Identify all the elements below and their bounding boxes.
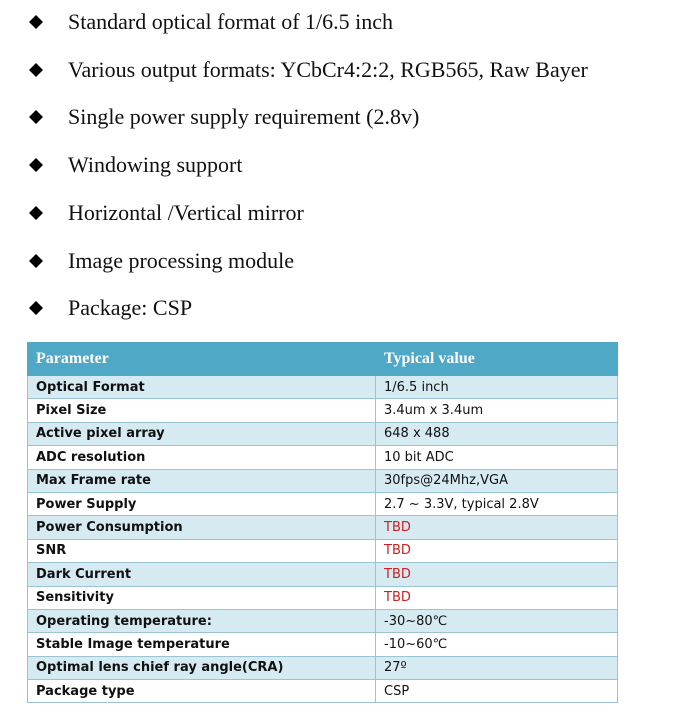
param-value: 1/6.5 inch [376, 376, 618, 399]
table-row [28, 539, 618, 562]
feature-item [0, 293, 685, 323]
param-name: Pixel Size [28, 399, 376, 422]
param-value: CSP [376, 680, 618, 703]
feature-item [0, 55, 685, 85]
table-row [28, 680, 618, 703]
table-row [28, 446, 618, 469]
diamond-bullet-icon [29, 63, 43, 77]
table-row [28, 516, 618, 539]
param-value: 27º [376, 656, 618, 679]
feature-text: Package: CSP [68, 295, 193, 320]
param-value: 30fps@24Mhz,VGA [376, 469, 618, 492]
param-name: Optimal lens chief ray angle(CRA) [28, 656, 376, 679]
param-name: ADC resolution [28, 446, 376, 469]
param-value-tbd: TBD [376, 563, 618, 586]
param-name: Stable Image temperature [28, 633, 376, 656]
table-row [28, 609, 618, 632]
diamond-bullet-icon [29, 301, 43, 315]
table-row [28, 492, 618, 515]
diamond-bullet-icon [29, 206, 43, 220]
table-row [28, 633, 618, 656]
param-name: Power Consumption [28, 516, 376, 539]
param-value: 10 bit ADC [376, 446, 618, 469]
param-value: -10~60℃ [376, 633, 618, 656]
param-value: 3.4um x 3.4um [376, 399, 618, 422]
diamond-bullet-icon [29, 254, 43, 268]
param-name: SNR [28, 539, 376, 562]
table-row [28, 376, 618, 399]
param-name: Operating temperature: [28, 609, 376, 632]
feature-text: Single power supply requirement (2.8v) [68, 104, 420, 129]
param-name: Dark Current [28, 563, 376, 586]
feature-text: Horizontal /Vertical mirror [68, 200, 304, 225]
table-header-row [28, 343, 618, 376]
table-row [28, 586, 618, 609]
param-value-tbd: TBD [376, 586, 618, 609]
feature-item [0, 150, 685, 180]
feature-text: Standard optical format of 1/6.5 inch [68, 9, 394, 34]
table-row [28, 469, 618, 492]
param-value: 2.7 ~ 3.3V, typical 2.8V [376, 492, 618, 515]
feature-text: Windowing support [68, 152, 243, 177]
feature-item [0, 102, 685, 132]
table-row [28, 399, 618, 422]
param-value-tbd: TBD [376, 539, 618, 562]
param-name: Sensitivity [28, 586, 376, 609]
table-row [28, 563, 618, 586]
param-value: -30~80℃ [376, 609, 618, 632]
diamond-bullet-icon [29, 158, 43, 172]
param-value: 648 x 488 [376, 422, 618, 445]
spec-table [27, 342, 618, 703]
param-name: Max Frame rate [28, 469, 376, 492]
feature-text: Various output formats: YCbCr4:2:2, RGB565, Raw Bayer [68, 57, 588, 82]
feature-item [0, 198, 685, 228]
param-name: Active pixel array [28, 422, 376, 445]
column-header-typical-value: Typical value [376, 343, 618, 376]
diamond-bullet-icon [29, 15, 43, 29]
table-row [28, 656, 618, 679]
table-row [28, 422, 618, 445]
param-name: Power Supply [28, 492, 376, 515]
feature-text: Image processing module [68, 248, 295, 273]
param-value-tbd: TBD [376, 516, 618, 539]
param-name: Package type [28, 680, 376, 703]
diamond-bullet-icon [29, 110, 43, 124]
feature-item [0, 7, 685, 37]
feature-item [0, 246, 685, 276]
param-name: Optical Format [28, 376, 376, 399]
column-header-parameter: Parameter [28, 343, 376, 376]
